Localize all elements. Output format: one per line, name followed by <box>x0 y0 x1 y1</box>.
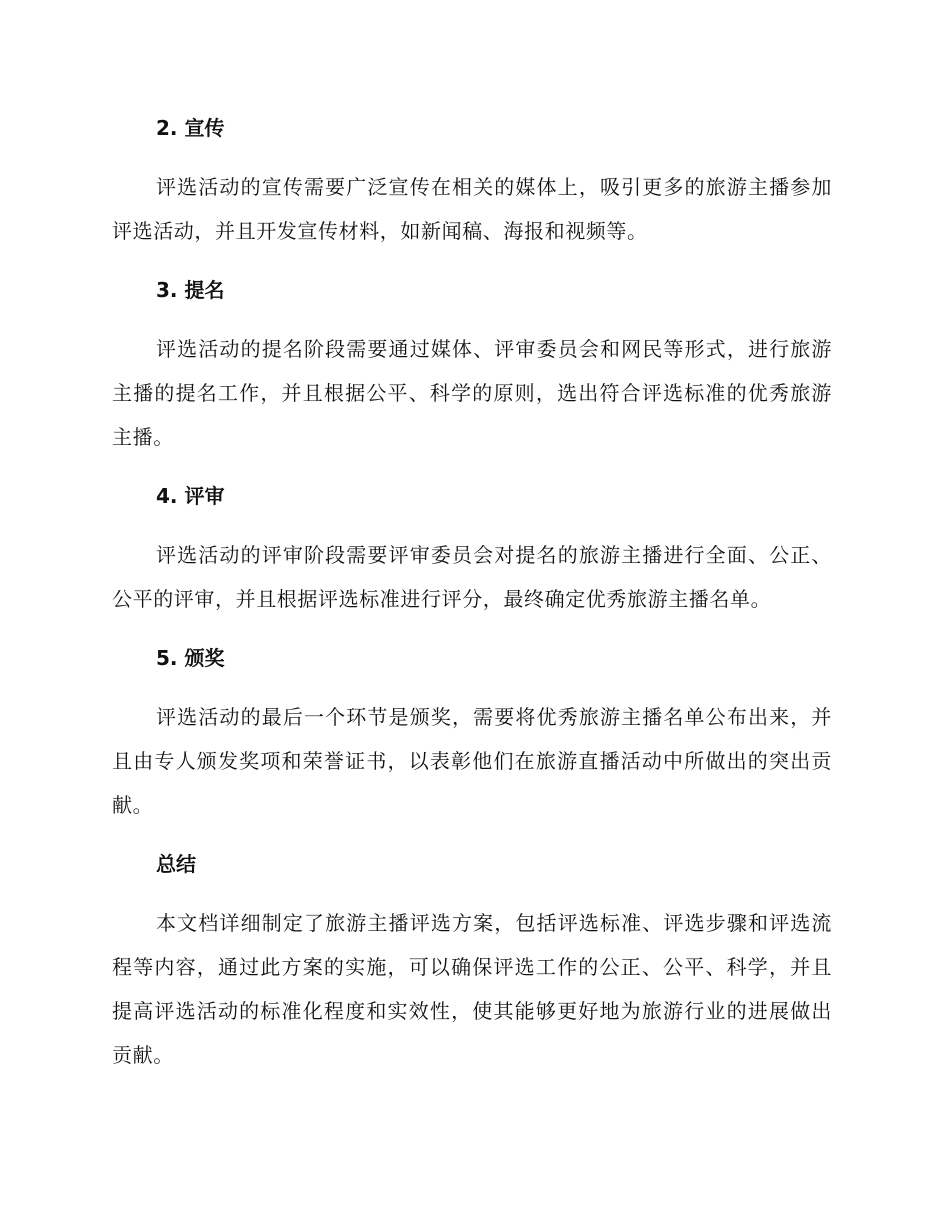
section-heading-awards: 5. 颁奖 <box>156 646 225 670</box>
section-body-summary: 本文档详细制定了旅游主播评选方案，包括评选标准、评选步骤和评选流程等内容，通过此方案的实施，可以确保评选工作的公正、公平、科学，并且提高评选活动的标准化程度和实效性，使其能够更好地为旅游行业的进展做出贡献。 <box>112 911 832 1067</box>
section-heading-publicity: 2. 宣传 <box>156 116 225 140</box>
document-content <box>112 108 832 1094</box>
section-body-awards: 评选活动的最后一个环节是颁奖，需要将优秀旅游主播名单公布出来，并且由专人颁发奖项和荣誉证书，以表彰他们在旅游直播活动中所做出的突出贡献。 <box>112 705 832 817</box>
section-body-nomination: 评选活动的提名阶段需要通过媒体、评审委员会和网民等形式，进行旅游主播的提名工作，并且根据公平、科学的原则，选出符合评选标准的优秀旅游主播。 <box>112 337 832 449</box>
section-heading-review: 4. 评审 <box>156 484 225 508</box>
section-heading-nomination: 3. 提名 <box>156 278 225 302</box>
section-heading-summary: 总结 <box>156 852 196 876</box>
section-body-publicity: 评选活动的宣传需要广泛宣传在相关的媒体上，吸引更多的旅游主播参加评选活动，并且开发宣传材料，如新闻稿、海报和视频等。 <box>112 175 832 243</box>
section-body-review: 评选活动的评审阶段需要评审委员会对提名的旅游主播进行全面、公正、公平的评审，并且根据评选标准进行评分，最终确定优秀旅游主播名单。 <box>112 543 832 611</box>
